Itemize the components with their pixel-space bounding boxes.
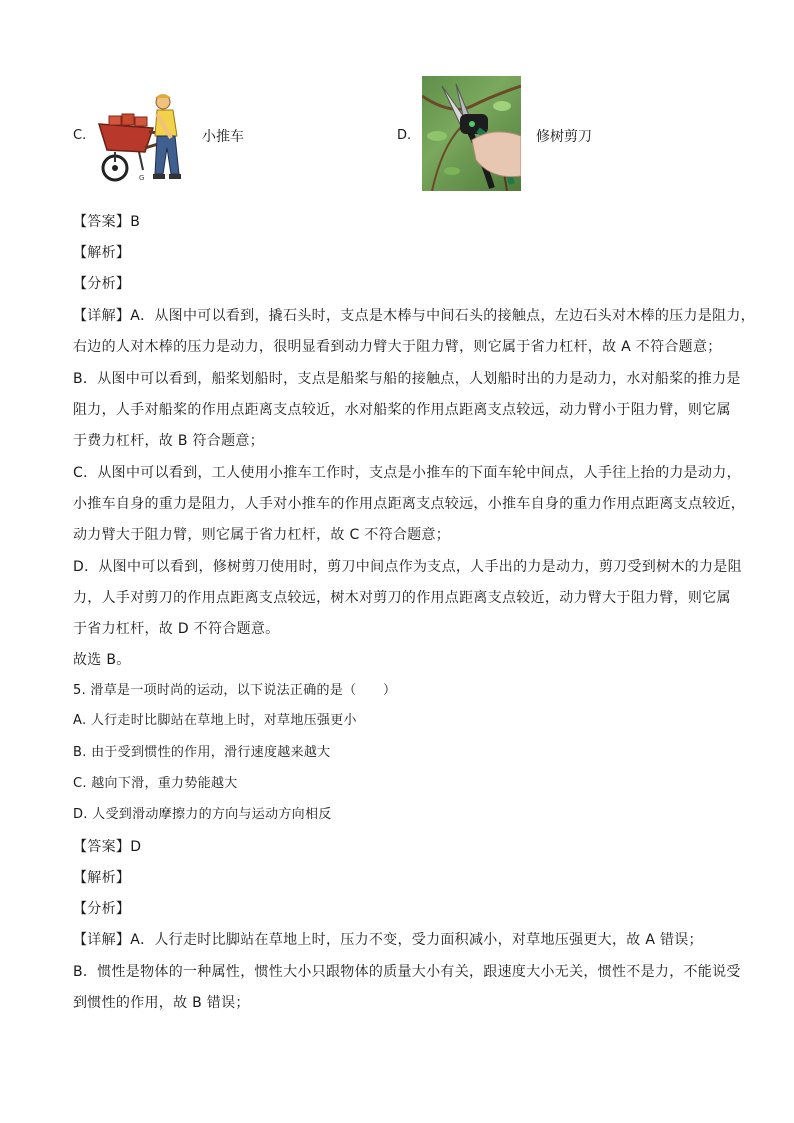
q5-option-c: C. 越向下滑，重力势能越大	[73, 776, 238, 791]
q4-detail-line: C．从图中可以看到，工人使用小推车工作时，支点是小推车的下面车轮中间点，人手往上抬的力是动力，	[73, 465, 741, 481]
q4-detail-line: B．从图中可以看到，船桨划船时，支点是船桨与船的接触点，人划船时出的力是动力，水对船桨的推力是	[73, 371, 741, 387]
q5-fenxi: 【分析】	[73, 901, 131, 917]
q5-detail-line: 到惯性的作用，故 B 错误；	[73, 995, 250, 1011]
q4-analysis-heading: 【解析】	[73, 245, 131, 261]
option-c-letter: C.	[73, 128, 87, 143]
option-c-label: 小推车	[202, 129, 244, 145]
q4-detail-line: 小推车自身的重力是阻力，人手对小推车的作用点距离支点较远，小推车自身的重力作用点距离支点较近，	[73, 496, 746, 512]
svg-text:G: G	[139, 174, 145, 182]
option-d-letter: D.	[397, 128, 412, 143]
wheelbarrow-illustration	[93, 90, 197, 186]
q5-detail-line: 【详解】A．人行走时比脚站在草地上时，压力不变，受力面积减小，对草地压强更大，故 A 错误；	[73, 932, 703, 948]
q4-conclusion: 故选 B。	[73, 652, 131, 668]
q5-detail-line: B．惯性是物体的一种属性，惯性大小只跟物体的质量大小有关，跟速度大小无关，惯性不是力，不能说受	[73, 964, 741, 980]
option-d-label: 修树剪刀	[536, 129, 592, 145]
q4-detail-line: 右边的人对木棒的压力是动力，很明显看到动力臂大于阻力臂，则它属于省力杠杆，故 A 不符合题意；	[73, 339, 722, 355]
q5-stem: 5. 滑草是一项时尚的运动，以下说法正确的是（ ）	[73, 683, 397, 698]
q4-fenxi: 【分析】	[73, 276, 131, 292]
wheelbarrow-icon	[93, 90, 197, 186]
q4-detail-line: 动力臂大于阻力臂，则它属于省力杠杆，故 C 不符合题意；	[73, 527, 451, 543]
q4-detail-line: 于省力杠杆，故 D 不符合题意。	[73, 621, 280, 637]
q5-answer: 【答案】D	[73, 839, 142, 855]
q5-option-d: D. 人受到滑动摩擦力的方向与运动方向相反	[73, 807, 332, 822]
pruning-shears-photo	[422, 76, 521, 191]
q4-detail-line: D．从图中可以看到，修树剪刀使用时，剪刀中间点作为支点，人手出的力是动力，剪刀受到树木的力是阻	[73, 559, 742, 575]
q5-option-a: A. 人行走时比脚站在草地上时，对草地压强更小	[73, 713, 357, 728]
q4-answer: 【答案】B	[73, 214, 141, 230]
q4-detail-line: 于费力杠杆，故 B 符合题意；	[73, 433, 265, 449]
q4-detail-line: 力，人手对剪刀的作用点距离支点较远，树木对剪刀的作用点距离支点较近，动力臂大于阻力臂，则它属	[73, 590, 731, 606]
q4-detail-line: 阻力，人手对船桨的作用点距离支点较近，水对船桨的作用点距离支点较远，动力臂小于阻力臂，则它属	[73, 402, 731, 418]
q5-option-b: B. 由于受到惯性的作用，滑行速度越来越大	[73, 745, 331, 760]
option-row-cd	[0, 76, 794, 196]
pruning-shears-icon	[422, 76, 521, 191]
q4-detail-line: 【详解】A．从图中可以看到，撬石头时，支点是木棒与中间石头的接触点，左边石头对木棒的压力是阻力，	[73, 308, 755, 324]
q5-analysis-heading: 【解析】	[73, 870, 131, 886]
